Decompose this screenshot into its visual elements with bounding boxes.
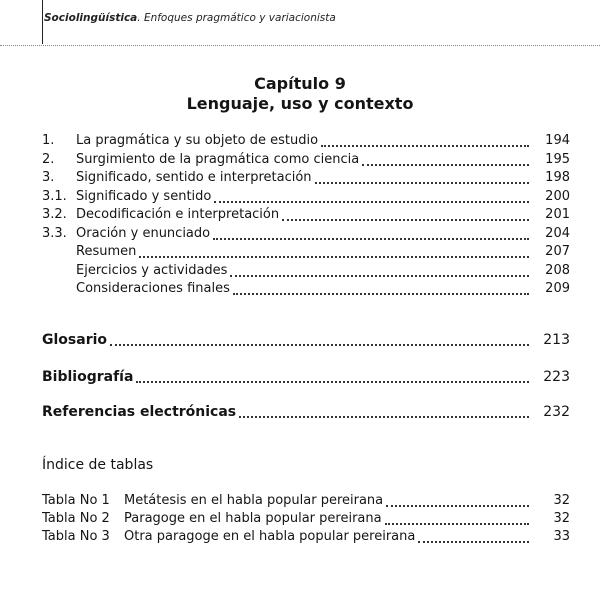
- toc-entry-label: Bibliografía: [42, 369, 134, 385]
- toc-entry-electronic-references[interactable]: [42, 404, 570, 422]
- chapter-number: Capítulo 9: [254, 74, 346, 93]
- dot-leader: [213, 238, 529, 240]
- dot-leader: [110, 344, 529, 346]
- table-label: Paragoge en el habla popular pereirana: [124, 511, 382, 526]
- toc-entry-label: Significado, sentido e interpretación: [76, 170, 312, 185]
- table-index-entry[interactable]: [42, 511, 570, 529]
- table-label: Metátesis en el habla popular pereirana: [124, 493, 384, 508]
- dot-leader: [136, 381, 529, 383]
- table-page: 32: [553, 511, 570, 526]
- toc-entry-page: 198: [545, 170, 570, 185]
- toc-entry-page: 209: [545, 281, 570, 296]
- toc-entry[interactable]: [42, 207, 570, 225]
- tables-index-heading: Índice de tablas: [42, 457, 154, 473]
- table-number: Tabla No 1: [42, 493, 110, 508]
- toc-entry-number: 3.1.: [42, 188, 67, 204]
- toc-entry-label: Glosario: [42, 332, 108, 348]
- toc-entry-number: 3.: [42, 170, 55, 185]
- dot-leader: [214, 201, 529, 203]
- toc-entry[interactable]: [42, 189, 570, 207]
- table-number: Tabla No 2: [42, 511, 110, 526]
- dot-leader: [230, 275, 529, 277]
- dot-leader: [385, 523, 529, 525]
- toc-entry-label: Resumen: [76, 244, 137, 259]
- dot-leader: [233, 293, 529, 295]
- dot-leader: [139, 256, 529, 258]
- toc-entry-page: 200: [545, 188, 570, 204]
- toc-entry-glossary[interactable]: [42, 332, 570, 350]
- table-number: Tabla No 3: [42, 529, 110, 544]
- running-header: [44, 12, 336, 24]
- dot-leader: [239, 416, 529, 418]
- toc-entry-label: Referencias electrónicas: [42, 404, 237, 420]
- toc-entry-number: 3.3.: [42, 225, 67, 241]
- table-page: 33: [553, 529, 570, 544]
- toc-entry-page: 213: [543, 332, 570, 348]
- dot-leader: [315, 182, 529, 184]
- book-title: Sociolingüística: [44, 12, 138, 24]
- toc-entry[interactable]: [42, 152, 570, 170]
- toc-entry-label: Decodificación e interpretación: [76, 207, 280, 222]
- dot-leader: [282, 219, 529, 221]
- toc-entry-page: 204: [545, 225, 570, 241]
- chapter-title: Lenguaje, uso y contexto: [186, 94, 414, 113]
- toc-entry-page: 208: [545, 262, 570, 278]
- toc-entry-page: 232: [543, 404, 570, 420]
- book-subtitle: . Enfoques pragmático y variacionista: [137, 12, 336, 24]
- toc-entry[interactable]: [42, 226, 570, 244]
- header-divider-vertical: [42, 0, 43, 44]
- table-index-entry[interactable]: [42, 493, 570, 511]
- toc-entry-page: 207: [545, 244, 570, 259]
- toc-entry[interactable]: [42, 281, 570, 299]
- dot-leader: [321, 145, 529, 147]
- toc-entry-bibliography[interactable]: [42, 369, 570, 387]
- table-index-entry[interactable]: [42, 529, 570, 547]
- toc-entry[interactable]: [42, 244, 570, 262]
- toc-entry[interactable]: [42, 170, 570, 188]
- toc-entry-page: 194: [545, 133, 570, 148]
- table-page: 32: [553, 493, 570, 508]
- toc-entry[interactable]: [42, 263, 570, 281]
- dot-leader: [418, 541, 529, 543]
- toc-entry-label: La pragmática y su objeto de estudio: [76, 133, 319, 148]
- toc-entry-label: Ejercicios y actividades: [76, 262, 228, 278]
- toc-entry-label: Surgimiento de la pragmática como ciencia: [76, 151, 360, 167]
- dot-leader: [362, 164, 529, 166]
- toc-entry-label: Significado y sentido: [76, 188, 212, 204]
- toc-entry-label: Consideraciones finales: [76, 281, 230, 296]
- header-divider-horizontal: [0, 45, 600, 46]
- toc-entry-number: 1.: [42, 133, 55, 148]
- toc-entry-page: 223: [543, 369, 570, 385]
- toc-entry-page: 195: [545, 151, 570, 167]
- toc-entry-label: Oración y enunciado: [76, 225, 211, 241]
- dot-leader: [386, 505, 529, 507]
- toc-entry-page: 201: [545, 207, 570, 222]
- toc-entry-number: 2.: [42, 151, 55, 167]
- table-label: Otra paragoge en el habla popular pereirana: [124, 529, 416, 544]
- toc-entry[interactable]: [42, 133, 570, 151]
- toc-entry-number: 3.2.: [42, 207, 67, 222]
